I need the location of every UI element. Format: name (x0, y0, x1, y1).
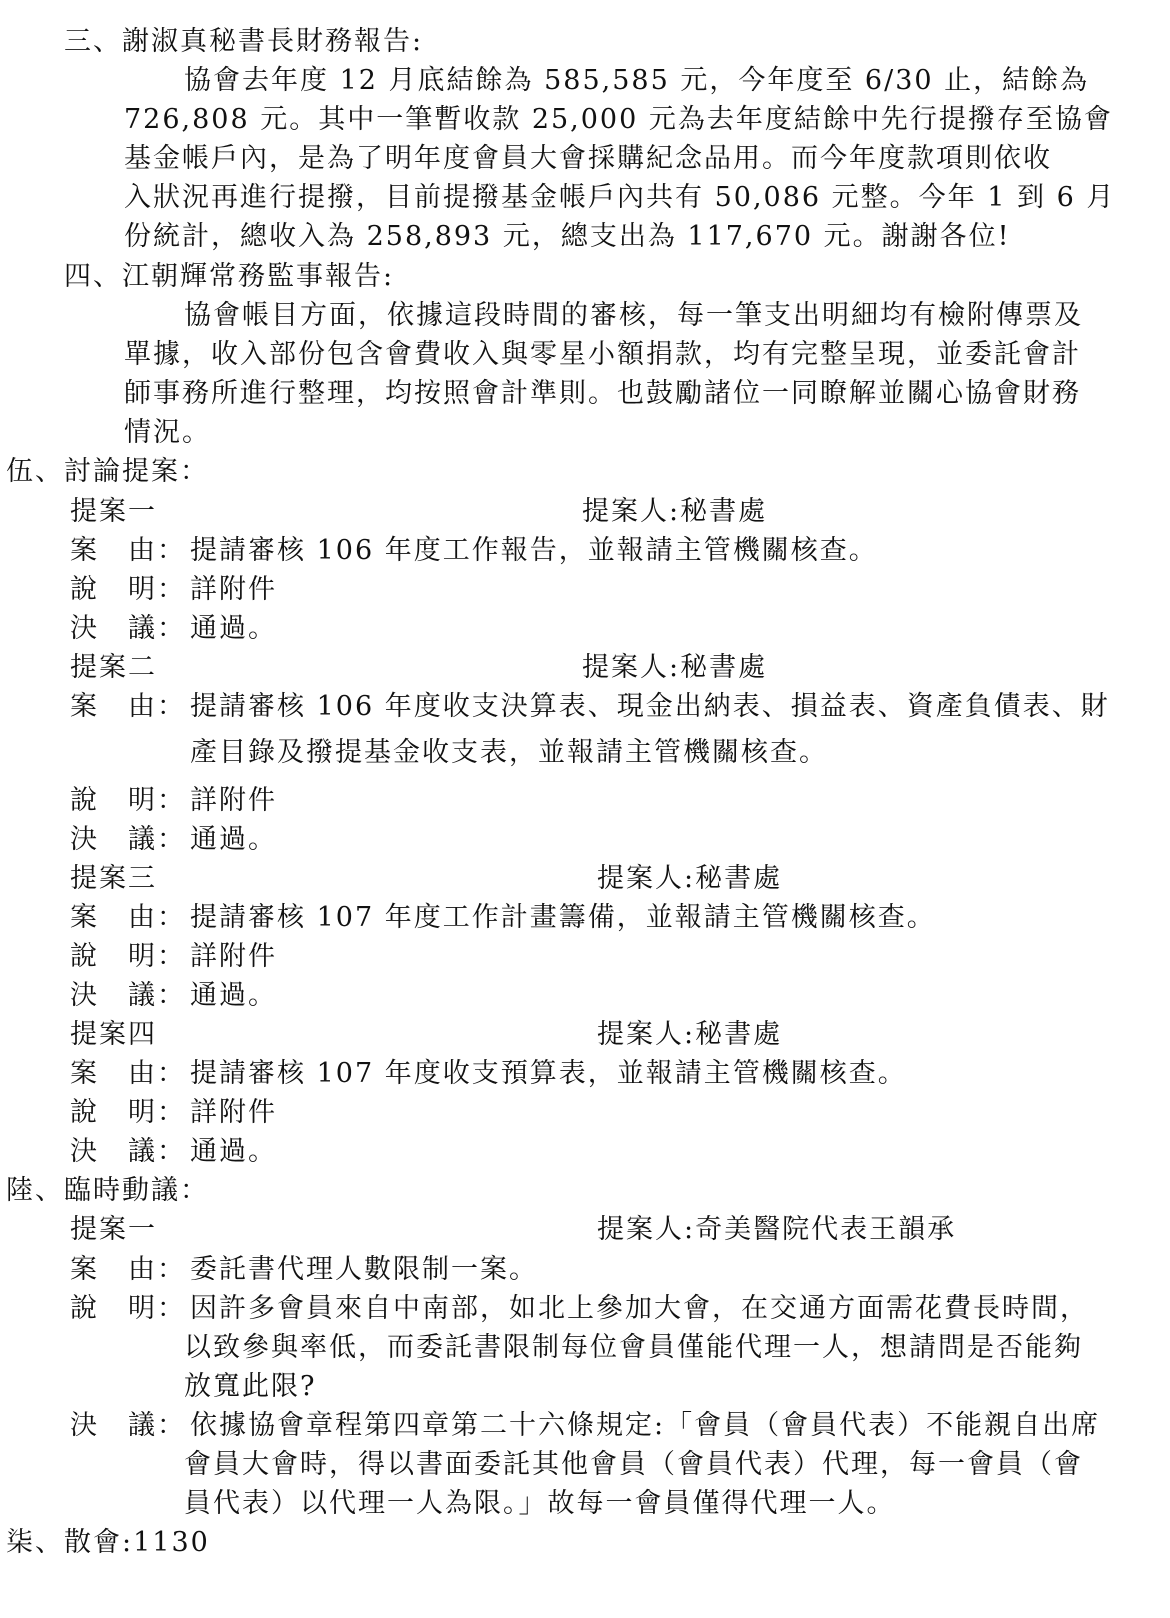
proposal-1-resolution-label: 決 議： (70, 613, 186, 644)
motion-1-proposer: 提案人:奇美醫院代表王韻承 (597, 1214, 957, 1245)
section3-title: 三、謝淑真秘書長財務報告: (64, 26, 424, 57)
proposal-2-reason-line-1: 提請審核 106 年度收支決算表、現金出納表、損益表、資產負債表、財 (190, 691, 1110, 722)
section4-line-4: 情況。 (124, 417, 211, 448)
proposal-4-resolution-label: 決 議： (70, 1136, 186, 1167)
section5-title: 伍、討論提案： (6, 456, 209, 487)
proposal-1-explain: 詳附件 (190, 574, 277, 605)
motion-1-reason: 委託書代理人數限制一案。 (190, 1254, 538, 1285)
section3-line-3: 基金帳戶內，是為了明年度會員大會採購紀念品用。而今年度款項則依收 (124, 143, 1052, 174)
proposal-4-reason: 提請審核 107 年度收支預算表，並報請主管機關核查。 (190, 1058, 907, 1089)
proposal-2-explain-label: 說 明： (70, 785, 186, 816)
proposal-1-explain-label: 說 明： (70, 574, 186, 605)
proposal-1-resolution: 通過。 (190, 613, 277, 644)
motion-1-explain-line-1: 因許多會員來自中南部，如北上參加大會，在交通方面需花費長時間， (190, 1293, 1089, 1324)
motion-1-resolution-line-1: 依據協會章程第四章第二十六條規定:「會員（會員代表）不能親自出席 (190, 1410, 1101, 1441)
motion-1-resolution-line-2: 會員大會時，得以書面委託其他會員（會員代表）代理，每一會員（會 (184, 1449, 1083, 1480)
proposal-3-resolution-label: 決 議： (70, 980, 186, 1011)
proposal-3-label: 提案三 (70, 863, 157, 894)
proposal-2-proposer: 提案人:秘書處 (582, 652, 768, 683)
section4-line-2: 單據，收入部份包含會費收入與零星小額捐款，均有完整呈現，並委託會計 (124, 339, 1081, 370)
proposal-3-proposer: 提案人:秘書處 (597, 863, 783, 894)
section3-line-1: 協會去年度 12 月底結餘為 585,585 元，今年度至 6/30 止，結餘為 (184, 65, 1090, 96)
motion-1-reason-label: 案 由： (70, 1254, 186, 1285)
proposal-2-explain: 詳附件 (190, 785, 277, 816)
proposal-4-resolution: 通過。 (190, 1136, 277, 1167)
section4-line-1: 協會帳目方面，依據這段時間的審核，每一筆支出明細均有檢附傳票及 (184, 300, 1083, 331)
proposal-1-label: 提案一 (70, 496, 157, 527)
motion-1-explain-line-3: 放寬此限? (184, 1371, 317, 1402)
proposal-3-reason-label: 案 由： (70, 902, 186, 933)
motion-1-explain-line-2: 以致參與率低，而委託書限制每位會員僅能代理一人，想請問是否能夠 (184, 1332, 1083, 1363)
section3-line-4: 入狀況再進行提撥，目前提撥基金帳戶內共有 50,086 元整。今年 1 到 6 月 (124, 182, 1116, 213)
proposal-2-label: 提案二 (70, 652, 157, 683)
proposal-1-reason: 提請審核 106 年度工作報告，並報請主管機關核查。 (190, 535, 878, 566)
proposal-4-explain: 詳附件 (190, 1097, 277, 1128)
section3-line-5: 份統計，總收入為 258,893 元，總支出為 117,670 元。謝謝各位! (124, 221, 1011, 252)
proposal-2-resolution: 通過。 (190, 824, 277, 855)
section7-title: 柒、散會:1130 (6, 1527, 210, 1558)
proposal-4-proposer: 提案人:秘書處 (597, 1019, 783, 1050)
proposal-4-label: 提案四 (70, 1019, 157, 1050)
proposal-4-reason-label: 案 由： (70, 1058, 186, 1089)
proposal-1-proposer: 提案人:秘書處 (582, 496, 768, 527)
section4-line-3: 師事務所進行整理，均按照會計準則。也鼓勵諸位一同瞭解並關心協會財務 (124, 378, 1081, 409)
motion-1-resolution-line-3: 員代表）以代理一人為限。」故每一會員僅得代理一人。 (184, 1488, 896, 1519)
motion-1-label: 提案一 (70, 1214, 157, 1245)
motion-1-explain-label: 說 明： (70, 1293, 186, 1324)
section4-title: 四、江朝輝常務監事報告: (64, 261, 395, 292)
section3-line-2: 726,808 元。其中一筆暫收款 25,000 元為去年度結餘中先行提撥存至協會 (124, 104, 1113, 135)
motion-1-resolution-label: 決 議： (70, 1410, 186, 1441)
proposal-1-reason-label: 案 由： (70, 535, 186, 566)
proposal-4-explain-label: 說 明： (70, 1097, 186, 1128)
proposal-3-explain: 詳附件 (190, 941, 277, 972)
proposal-3-explain-label: 說 明： (70, 941, 186, 972)
proposal-2-reason-line-2: 產目錄及撥提基金收支表，並報請主管機關核查。 (190, 737, 828, 768)
section6-title: 陸、臨時動議： (6, 1175, 209, 1206)
proposal-2-reason-label: 案 由： (70, 691, 186, 722)
proposal-3-reason: 提請審核 107 年度工作計畫籌備，並報請主管機關核查。 (190, 902, 936, 933)
proposal-2-resolution-label: 決 議： (70, 824, 186, 855)
proposal-3-resolution: 通過。 (190, 980, 277, 1011)
